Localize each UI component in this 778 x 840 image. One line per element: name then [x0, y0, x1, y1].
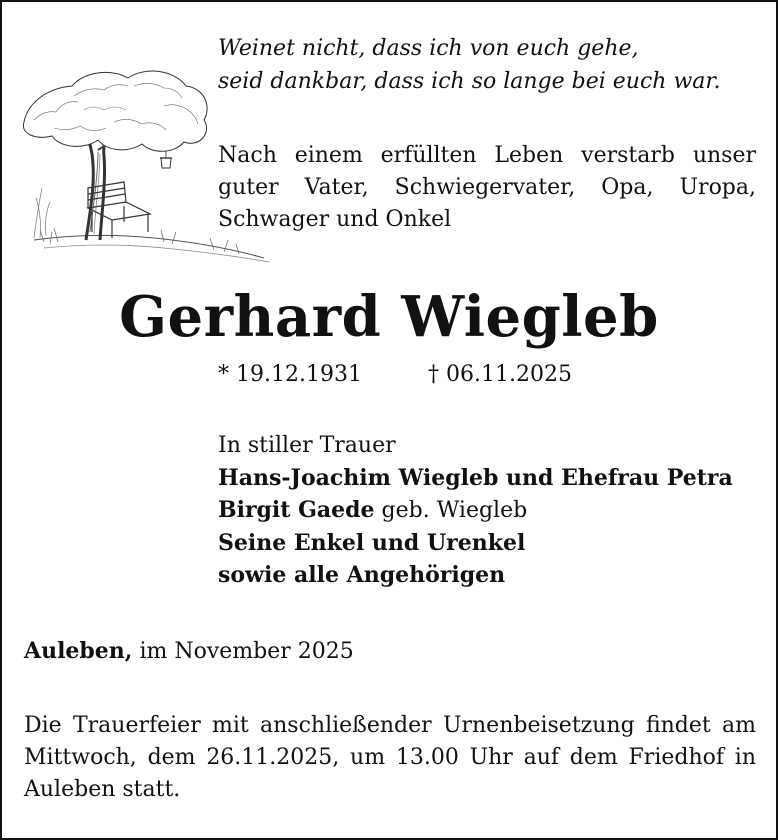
mourner-name-birgit: Birgit Gaede — [218, 497, 375, 523]
mourner-maiden-name: geb. Wiegleb — [374, 498, 528, 523]
mourners-block — [218, 430, 768, 591]
poem — [218, 32, 758, 98]
intro-text: Nach einem erfüllten Leben verstarb unser guter Vater, Schwiegervater, Opa, Uropa, Schwager und Onkel — [218, 143, 756, 232]
place-and-date — [24, 636, 354, 667]
mourner-line-2 — [218, 494, 768, 527]
death-date: † 06.11.2025 — [428, 362, 572, 387]
birth-date: * 19.12.1931 — [218, 362, 362, 387]
mourner-line-1: Hans-Joachim Wiegleb und Ehefrau Petra — [218, 465, 733, 491]
mourners-heading: In stiller Trauer — [218, 433, 396, 458]
deceased-name: Gerhard Wiegleb — [119, 284, 659, 350]
funeral-notice: Die Trauerfeier mit anschließender Urnenbeisetzung findet am Mittwoch, dem 26.11.2025, um 13.00 Uhr auf dem Friedhof in Auleben statt. — [24, 713, 756, 802]
place-date: im November 2025 — [132, 639, 354, 664]
place-town: Auleben, — [24, 638, 133, 664]
poem-line-2: seid dankbar, dass ich so lange bei euch war. — [218, 69, 721, 94]
mourner-line-4: sowie alle Angehörigen — [218, 562, 506, 588]
mourner-line-3: Seine Enkel und Urenkel — [218, 530, 526, 556]
poem-line-1: Weinet nicht, dass ich von euch gehe, — [218, 36, 639, 61]
